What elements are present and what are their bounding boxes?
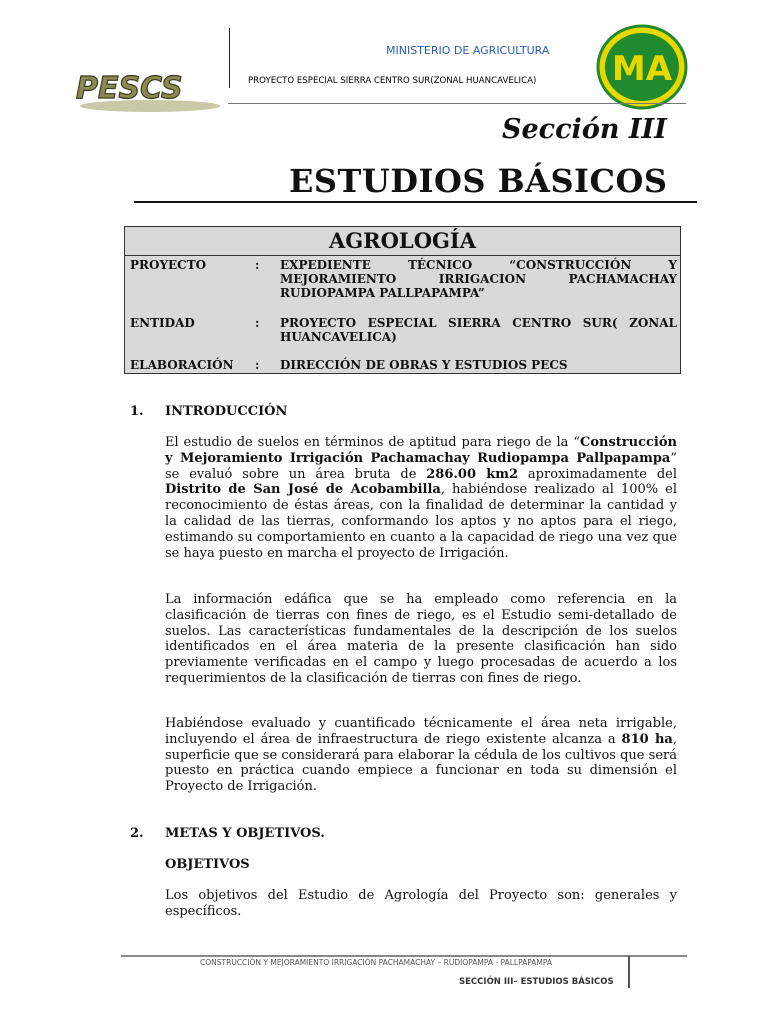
info-label-proyecto: PROYECTO	[130, 258, 207, 272]
footer-rule	[121, 955, 687, 957]
title-rule	[134, 201, 697, 203]
pescs-logo	[70, 66, 230, 114]
project-info-box	[124, 226, 681, 374]
ministry-logo	[596, 24, 688, 110]
info-value-proyecto: EXPEDIENTE TÉCNICO “CONSTRUCCIÓN Y MEJORAMIENTO IRRIGACION PACHAMACHAY RUDIOPAMPA PALLPAPAMPA”	[280, 258, 677, 300]
footer-divider	[628, 956, 630, 988]
info-value-elaboracion: DIRECCIÓN DE OBRAS Y ESTUDIOS PECS	[280, 358, 568, 372]
info-colon: :	[255, 258, 260, 272]
header-rule	[228, 103, 686, 104]
info-colon: :	[255, 358, 260, 372]
info-box-title: AGROLOGÍA	[125, 227, 680, 256]
ministry-logo-text: MA	[611, 49, 673, 89]
info-value-entidad: PROYECTO ESPECIAL SIERRA CENTRO SUR( ZONAL HUANCAVELICA)	[280, 316, 677, 344]
info-label-entidad: ENTIDAD	[130, 316, 195, 330]
header-divider	[229, 28, 230, 88]
section-heading-metas: METAS Y OBJETIVOS.	[165, 826, 325, 841]
paragraph-intro-1: El estudio de suelos en términos de aptitud para riego de la “Construcción y Mejoramiento Irrigación Pachamachay Rudiopampa Pallpapampa” se evaluó sobre un área bruta de 286.00 km2 aproximadamente del Distrito de San José de Acobambilla, habiéndose realizado al 100% el reconocimiento de éstas áreas, con la finalidad de determinar la cantidad y la calidad de las tierras, conformando los aptos y no aptos para el riego, estimando su comportamiento en cuanto a la capacidad de riego una vez que se haya puesto en marcha el proyecto de Irrigación.	[165, 435, 678, 561]
section-number: 2.	[130, 826, 144, 841]
paragraph-intro-3: Habiéndose evaluado y cuantificado técnicamente el área neta irrigable, incluyendo el área de infraestructura de riego existente alcanza a 810 ha, superficie que se considerará para elaborar la cédula de los cultivos que será puesto en práctica cuando empiece a funcionar en toda su dimensión el Proyecto de Irrigación.	[165, 716, 677, 795]
section-number: 1.	[130, 404, 144, 419]
pescs-logo-text: PESCS	[76, 71, 183, 106]
subheading-objetivos: OBJETIVOS	[165, 857, 250, 872]
paragraph-intro-2: La información edáfica que se ha empleado como referencia en la clasificación de tierras con fines de riego, es el Estudio semi-detallado de suelos. Las características fundamentales de la descripción de los suelos identificados en el área materia de la presente clasificación han sido previamente verificadas en el campo y luego procesadas de acuerdo a los requerimientos de la clasificación de tierras con fines de riego.	[165, 592, 677, 686]
paragraph-objetivos: Los objetivos del Estudio de Agrología del Proyecto son: generales y específicos.	[165, 888, 677, 919]
ministry-name: MINISTERIO DE AGRICULTURA	[386, 44, 550, 57]
info-label-elaboracion: ELABORACIÓN	[130, 358, 234, 372]
project-header: PROYECTO ESPECIAL SIERRA CENTRO SUR(ZONAL HUANCAVELICA)	[248, 76, 537, 86]
main-title: ESTUDIOS BÁSICOS	[289, 162, 668, 200]
section-title: Sección III	[502, 114, 667, 145]
info-colon: :	[255, 316, 260, 330]
section-heading-introduccion: INTRODUCCIÓN	[165, 404, 288, 419]
footer-section: SECCIÓN III– ESTUDIOS BÁSICOS	[459, 977, 614, 987]
footer-project: CONSTRUCCIÓN Y MEJORAMIENTO IRRIGACIÓN PACHAMACHAY – RUDIOPAMPA - PALLPAPAMPA	[200, 958, 553, 967]
